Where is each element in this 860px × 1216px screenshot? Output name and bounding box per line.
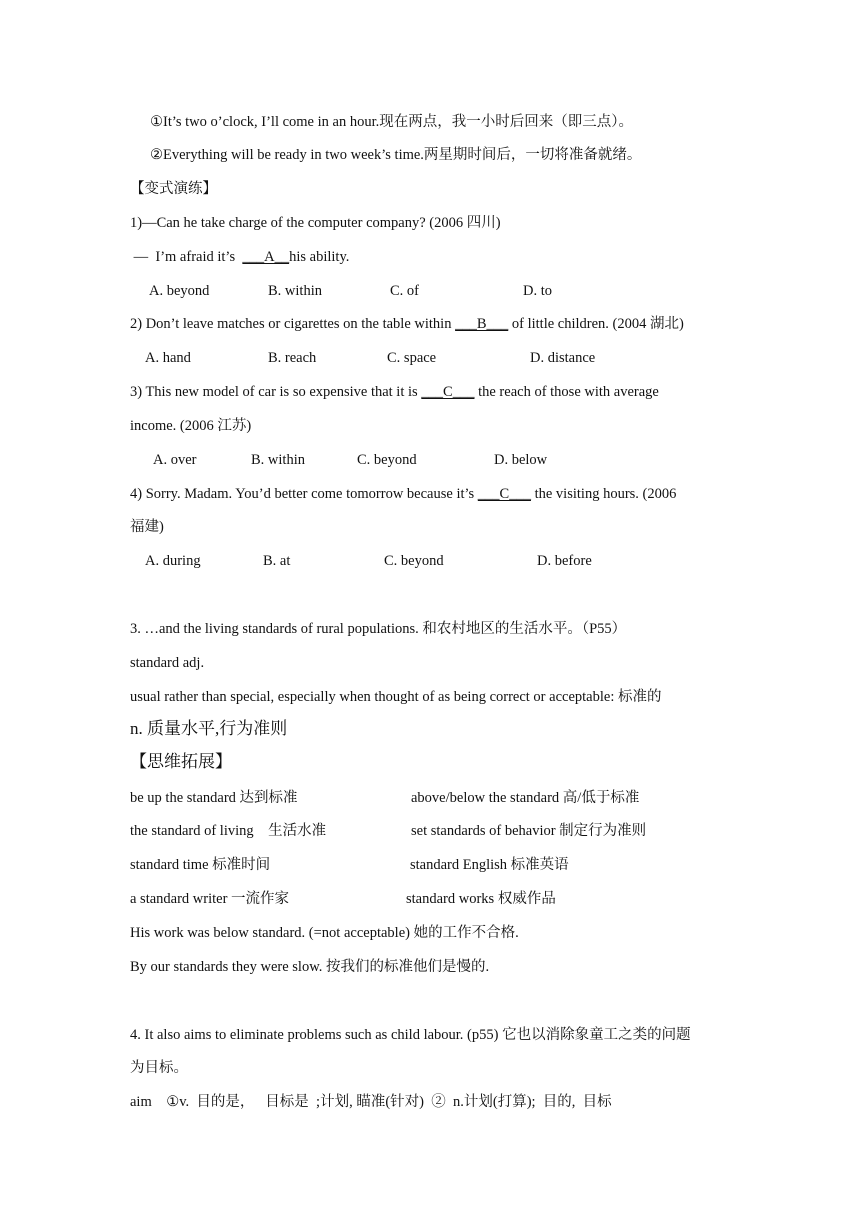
question-1-response bbox=[130, 248, 349, 266]
question-1-options bbox=[0, 282, 860, 300]
question-1-answer-blank: ___A__ bbox=[242, 249, 290, 265]
q2-option-a: A. hand bbox=[145, 350, 191, 366]
aim-intro-line2: 为目标。 bbox=[130, 1060, 188, 1076]
question-4-answer-blank: ___C___ bbox=[477, 486, 531, 502]
q3-option-a: A. over bbox=[153, 452, 197, 468]
question-2-post: of little children. (2004 湖北) bbox=[508, 316, 684, 332]
question-2-options bbox=[0, 349, 860, 367]
question-2-pre: 2) Don’t leave matches or cigarettes on the table within bbox=[130, 316, 456, 332]
question-3-options bbox=[0, 451, 860, 469]
phrase-left-2: the standard of living 生活水准 bbox=[130, 823, 327, 839]
q3-option-d: D. below bbox=[494, 452, 548, 468]
question-3-pre: 3) This new model of car is so expensive that it is bbox=[130, 384, 422, 400]
q1-option-c: C. of bbox=[390, 283, 419, 299]
phrase-left-3: standard time 标准时间 bbox=[130, 857, 271, 873]
question-4-post: the visiting hours. (2006 bbox=[530, 486, 677, 502]
q4-option-b: B. at bbox=[263, 553, 291, 569]
question-1-response-post: his ability. bbox=[289, 249, 350, 265]
standard-example-2: By our standards they were slow. 按我们的标准他们是慢的. bbox=[130, 959, 490, 975]
extension-heading: 【思维拓展】 bbox=[130, 752, 232, 771]
q3-option-c: C. beyond bbox=[357, 452, 417, 468]
question-2-stem bbox=[130, 315, 684, 333]
q4-option-a: A. during bbox=[145, 553, 201, 569]
question-3-answer-blank: ___C___ bbox=[421, 384, 475, 400]
standard-noun-meaning: n. 质量水平,行为准则 bbox=[130, 719, 288, 738]
phrase-left-1: be up the standard 达到标准 bbox=[130, 790, 298, 806]
question-3-stem bbox=[130, 383, 659, 401]
q2-option-c: C. space bbox=[387, 350, 437, 366]
standard-example-1: His work was below standard. (=not acceptable) 她的工作不合格. bbox=[130, 925, 519, 941]
q2-option-d: D. distance bbox=[530, 350, 596, 366]
standard-definition: usual rather than special, especially when thought of as being correct or acceptable: 标准的 bbox=[130, 689, 662, 705]
question-3-stem-line2: income. (2006 江苏) bbox=[130, 418, 252, 434]
standard-intro: 3. …and the living standards of rural populations. 和农村地区的生活水平。（P55） bbox=[130, 621, 627, 637]
question-4-pre: 4) Sorry. Madam. You’d better come tomorrow because it’s bbox=[130, 486, 478, 502]
question-4-options bbox=[0, 552, 860, 570]
question-2-answer-blank: ___B___ bbox=[455, 316, 509, 332]
question-1-stem: 1)—Can he take charge of the computer company? (2006 四川) bbox=[130, 215, 501, 231]
question-1-response-pre: — I’m afraid it’s bbox=[130, 249, 243, 265]
aim-intro-line1: 4. It also aims to eliminate problems such as child labour. (p55) 它也以消除象童工之类的问题 bbox=[130, 1027, 691, 1043]
q4-option-d: D. before bbox=[537, 553, 592, 569]
example-sentence-2: ②Everything will be ready in two week’s time.两星期时间后，一切将准备就绪。 bbox=[150, 147, 642, 163]
question-4-stem-line2: 福建) bbox=[130, 519, 164, 535]
phrase-left-4: a standard writer 一流作家 bbox=[130, 891, 290, 907]
example-sentence-1: ①It’s two o’clock, I’ll come in an hour.现在两点，我一小时后回来（即三点）。 bbox=[150, 114, 633, 130]
question-3-post: the reach of those with average bbox=[474, 384, 659, 400]
phrase-right-1: above/below the standard 高/低于标准 bbox=[411, 790, 640, 806]
q1-option-b: B. within bbox=[268, 283, 322, 299]
standard-adj-label: standard adj. bbox=[130, 655, 205, 671]
q2-option-b: B. reach bbox=[268, 350, 317, 366]
q3-option-b: B. within bbox=[251, 452, 305, 468]
q1-option-d: D. to bbox=[523, 283, 552, 299]
q1-option-a: A. beyond bbox=[149, 283, 210, 299]
phrase-right-4: standard works 权威作品 bbox=[406, 891, 556, 907]
aim-definition: aim ①v. 目的是， 目标是 ;计划, 瞄准(针对) ② n.计划(打算); 目的, 目标 bbox=[130, 1094, 612, 1110]
practice-heading: 【变式演练】 bbox=[130, 181, 217, 197]
phrase-right-3: standard English 标准英语 bbox=[410, 857, 569, 873]
question-4-stem bbox=[130, 485, 676, 503]
phrase-right-2: set standards of behavior 制定行为准则 bbox=[411, 823, 647, 839]
q4-option-c: C. beyond bbox=[384, 553, 444, 569]
